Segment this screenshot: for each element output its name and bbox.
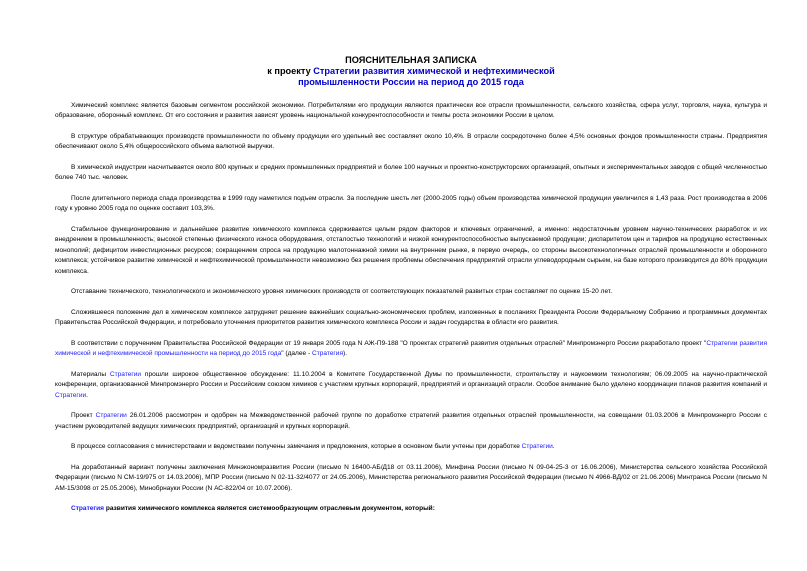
paragraph-3: В химической индустрии насчитывается около 800 крупных и средних промышленных предприятий и более 100 научных и проектно-конструкторских организаций, опытных и экспериментальных заводов с общей численностью более 740 тыс. человек.: [55, 164, 767, 182]
paragraph-7: Сложившееся положение дел в химическом комплексе затрудняет решение важнейших социально-экономических проблем, изложенных в посланиях Президента России Федеральному Собранию и программных документах Правительства Российской Федерации, и потребовало уточнения приоритетов развития химического комплекса России и задач государства в области его развития.: [55, 308, 767, 327]
title-line-3: [55, 77, 767, 88]
paragraph-10-text-2: 26.01.2006 рассмотрен и одобрен на Межведомственной рабочей группе по доработке стратегий развития отдельных отраслей промышленности, на совещании 01.03.2006 в Минпромэнерго России с участием руководителей ведущих химических предприятий, организаций и крупных корпораций.: [55, 412, 768, 430]
strategy-title-link[interactable]: Стратегии развития химической и нефтехимической: [313, 66, 555, 76]
document-title: [55, 54, 767, 88]
strategy-link[interactable]: Стратегии: [55, 391, 87, 399]
paragraph-8-text: В соответствии с поручением Правительства Российской Федерации от 19 января 2005 года N АЖ-П9-188 "О проектах стратегий развития отдельных отраслей" Минпромэнерго России разработало проект ": [71, 339, 707, 347]
paragraph-2: В структуре обрабатывающих производств промышленности по объему продукции его удельный вес составляет около 10,4%. В отрасли сосредоточено более 4,5% основных фондов промышленности страны. Предприятия обеспечивают около 5,4% общероссийского объема валютной выручки.: [55, 133, 767, 151]
paragraph-9-text: Материалы: [71, 370, 110, 378]
strategy-title-link-cont[interactable]: промышленности России на период до 2015 года: [298, 77, 524, 87]
paragraph-9-text-2: прошли широкое общественное обсуждение: 11.10.2004 в Комитете Государственной Думы по промышленности, строительству и наукоемким технологиям; 06.09.2005 на научно-практической конференции, организованной Минпромэнерго России и Российским союзом химиков с участием крупных корпораций, предприятий и организаций отрасли. Особое внимание было уделено координации планов развития компаний и: [55, 370, 768, 389]
strategy-link[interactable]: Стратегии: [109, 370, 142, 378]
paragraph-6: Отставание технического, технологического и экономического уровня химических производств от соответствующих показателей развитых стран составляет по оценке 15-20 лет.: [71, 288, 612, 296]
paragraph-8: [55, 339, 767, 360]
paragraph-12: На доработанный вариант получены заключения Минэкономразвития России (письмо N 16400-АБ/Д18 от 03.11.2006), Минфина России (письмо N 09-04-25-3 от 16.06.2006), Министерства сельского хозяйства Российской Федерации (письмо N СМ-19/975 от 14.03.2006), МПР России (письмо N 02-11-32/4077 от 24.05.2006), Министерства регионального развития Российской Федерации (письмо N 4966-ВД/02 от 21.06.2006) Минтранса России (письмо N АМ-15/3098 от 25.05.2006), Минобрнауки России (N АС-822/04 от 10.07.2006).: [55, 463, 767, 492]
title-line-2: [55, 66, 767, 77]
paragraph-11: [55, 442, 767, 452]
paragraph-10: [55, 411, 767, 432]
strategy-link[interactable]: Стратегия: [311, 350, 344, 358]
paragraph-10-text: Проект: [71, 412, 96, 420]
paragraph-1: Химический комплекс является базовым сегментом российской экономики. Потребителями его продукции являются практически все отрасли промышленности, сельского хозяйства, сфера услуг, торговля, наука, культура и образование, оборонный комплекс. От его состояния и развития зависят уровень национальной конкурентоспособности и темпы роста экономики России в целом.: [55, 102, 767, 120]
paragraph-8-text-2: " (далее -: [281, 350, 312, 358]
strategy-full-link[interactable]: Стратегии развития химической и нефтехимической промышленности на период до 2015 года: [55, 339, 767, 358]
paragraph-4: После длительного периода спада производства в 1999 году наметился подъем отрасли. За последние шесть лет (2000-2005 годы) объем производства химической продукции увеличился в 1,43 раза. Рост производства в 2006 году к уровню 2005 года по оценке составит 103,3%.: [55, 195, 767, 213]
strategy-link[interactable]: Стратегия: [71, 505, 104, 513]
strategy-link[interactable]: Стратегии: [521, 443, 553, 451]
paragraph-9-text-3: .: [86, 391, 88, 399]
paragraph-8-text-3: ).: [343, 350, 348, 358]
strategy-link[interactable]: Стратегии: [95, 412, 127, 420]
paragraph-13: [55, 504, 767, 514]
title-prefix: к проекту: [267, 66, 314, 76]
paragraph-5: Стабильное функционирование и дальнейшее развитие химического комплекса сдерживается целым рядом факторов и ключевых ограничений, а именно: недостаточным уровнем научно-технических разработок и их внедрением в промышленность; высокой степенью физического износа оборудования, отсталостью технологий и низкой конкурентоспособностью выпускаемой продукции; диспаритетом цен и тарифов на продукцию естественных монополий; дефицитом инвестиционных ресурсов; сокращением спроса на продукцию малотоннажной химии на внутреннем рынке, в первую очередь, со стороны высокотехнологичных отраслей промышленности и оборонного комплекса; устойчивое развитие химической и нефтехимической промышленности невозможно без решения проблемы обеспечения предприятий отрасли углеводородным сырьем, на базе которого производится до 80% продукции комплекса.: [55, 226, 767, 275]
paragraph-11-text: В процессе согласования с министерствами и ведомствами получены замечания и предложения, которые в основном были учтены при доработке: [71, 443, 522, 451]
paragraph-11-text-2: .: [552, 443, 555, 451]
title-heading: ПОЯСНИТЕЛЬНАЯ ЗАПИСКА: [345, 55, 477, 65]
paragraph-13-text: развития химического комплекса является системообразующим отраслевым документом, который:: [104, 505, 435, 513]
paragraph-9: [55, 370, 767, 401]
